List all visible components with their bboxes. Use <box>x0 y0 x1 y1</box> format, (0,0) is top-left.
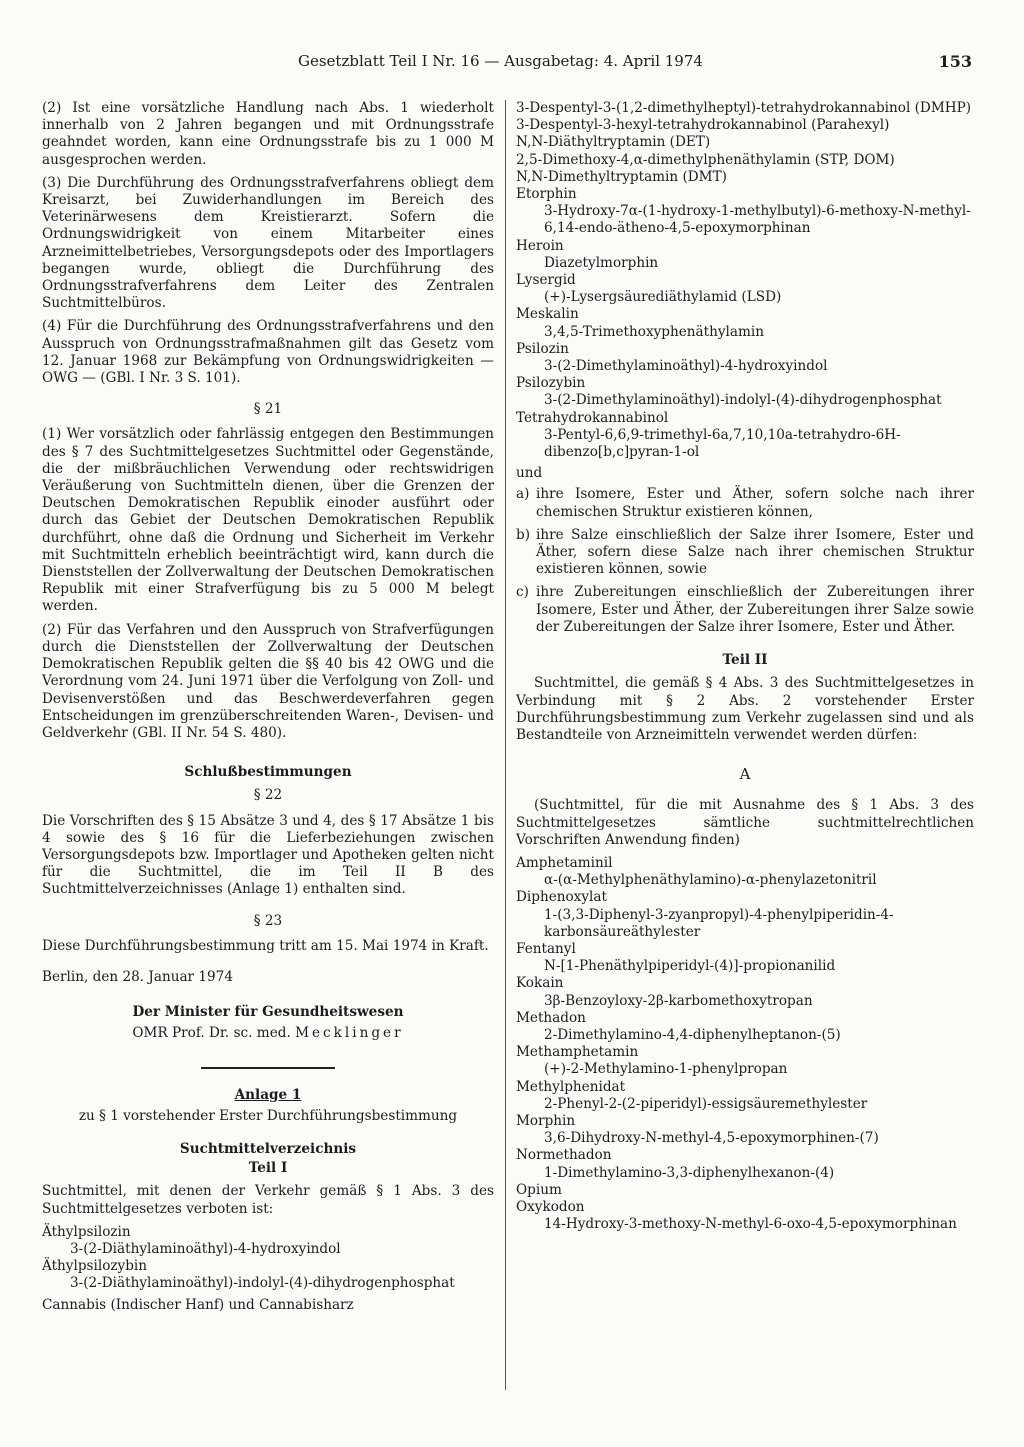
paragraph-23: Diese Durchführungsbestimmung tritt am 15. Mai 1974 in Kraft. <box>42 937 489 954</box>
list-item: Äthylpsilozin 3-(2-Diäthylaminoäthyl)-4-hydroxyindol <box>42 1223 341 1257</box>
part-2-intro: Suchtmittel, die gemäß § 4 Abs. 3 des Suchtmittelgesetzes in Verbindung mit § 2 Abs. 2 vorstehender Erster Durchführungsbestimmung zum Verkehr zugelassen sind und als Bestandteile von Arzneimitteln verwendet werden dürfen: <box>516 675 974 743</box>
list-item: N,N-Diäthyltryptamin (DET) <box>516 134 711 151</box>
section-22-heading: § 22 <box>253 787 283 804</box>
list-item: Meskalin 3,4,5-Trimethoxyphenäthylamin <box>516 306 764 340</box>
gazette-title: Gesetzblatt Teil I Nr. 16 — Ausgabetag: 4. April 1974 <box>298 52 703 70</box>
section-a-note: (Suchtmittel, für die mit Ausnahme des § 1 Abs. 3 des Suchtmittelgesetzes sämtliche suchtmittelrechtlichen Vorschriften Anwendung finden) <box>516 797 974 848</box>
minister-signature <box>42 1025 494 1042</box>
list-item: Morphin 3,6-Dihydroxy-N-methyl-4,5-epoxymorphinen-(7) <box>516 1112 879 1147</box>
list-item: Kokain 3β-Benzoyloxy-2β-karbomethoxytropan <box>516 975 813 1009</box>
section-a-entries <box>516 855 974 1233</box>
list-item: Psilozin 3-(2-Dimethylaminoäthyl)-4-hydroxyindol <box>516 340 828 375</box>
register-title: Suchtmittelverzeichnis <box>179 1140 357 1157</box>
annex-subtitle: zu § 1 vorstehender Erster Durchführungsbestimmung <box>78 1107 458 1124</box>
part-1-heading: Teil I <box>248 1160 288 1177</box>
list-item: Äthylpsilozybin 3-(2-Diäthylaminoäthyl)-indolyl-(4)-dihydrogenphosphat <box>42 1258 455 1292</box>
list-item: b) ihre Salze einschließlich der Salze ihrer Isomere, Ester und Äther, sofern diese Salze nach ihrer chemischen Struktur existieren können, sowie <box>516 526 974 578</box>
list-item: Psilozybin 3-(2-Dimethylaminoäthyl)-indolyl-(4)-dihydrogenphosphat <box>516 375 942 409</box>
paragraph-20-4: (4) Für die Durchführung des Ordnungsstrafverfahrens und den Ausspruch von Ordnungsstrafmaßnahmen gilt das Gesetz vom 12. Januar 1968 zur Bekämpfung von Ordnungswidrigkeiten — OWG — (GBl. I Nr. 3 S. 101). <box>42 318 494 387</box>
section-21-heading: § 21 <box>253 401 283 418</box>
list-item: 2,5-Dimethoxy-4,α-dimethylphenäthylamin (STP, DOM) <box>516 151 895 168</box>
list-item: Etorphin 3-Hydroxy-7α-(1-hydroxy-1-methylbutyl)-6-methoxy-N-methyl-6,14-endo-ätheno-4,5-epoxymorphinan <box>516 186 971 237</box>
list-item: N,N-Dimethyltryptamin (DMT) <box>516 168 727 185</box>
list-item: Amphetaminil α-(α-Methylphenäthylamino)-α-phenylazetonitril <box>516 854 877 889</box>
minister-title: Der Minister für Gesundheitswesen <box>132 1004 404 1021</box>
section-a-heading: A <box>739 765 751 784</box>
part-2-heading: Teil II <box>722 652 768 669</box>
list-item: c) ihre Zubereitungen einschließlich der Zubereitungen ihrer Isomere, Ester und Äther, der Zubereitungen ihrer Salze sowie der Zubereitungen der Salze ihrer Isomere, Ester und Äther. <box>516 584 974 635</box>
paragraph-22: Die Vorschriften des § 15 Absätze 3 und 4, des § 17 Absätze 1 bis 4 sowie des § 16 für die Lieferbeziehungen zwischen Versorgungsdepots bzw. Importlager und Apotheken gelten nicht für die Suchtmittel, die im Teil II B des Suchtmittelverzeichnisses (Anlage 1) enthalten sind. <box>42 812 494 898</box>
list-item: 3-Despentyl-3-hexyl-tetrahydrokannabinol (Parahexyl) <box>516 117 890 134</box>
minister-name: Mecklinger <box>295 1025 404 1042</box>
part-1-entries-continued <box>516 100 974 461</box>
separator-rule <box>201 1067 335 1069</box>
list-item: Tetrahydrokannabinol 3-Pentyl-6,6,9-trimethyl-6a,7,10,10a-tetrahydro-6H-dibenzo[b,c]pyran-1-ol <box>516 409 901 461</box>
list-item: a) ihre Isomere, Ester und Äther, sofern solche nach ihrer chemischen Struktur existieren können, <box>516 486 974 520</box>
conjunction-und: und <box>516 465 543 482</box>
list-item: Normethadon 1-Dimethylamino-3,3-diphenylhexanon-(4) <box>516 1147 835 1181</box>
paragraph-20-3: (3) Die Durchführung des Ordnungsstrafverfahrens obliegt dem Kreisarzt, bei Zuwiderhandlungen im Bereich des Veterinärwesens dem Kreistierarzt. Sofern die Ordnungswidrigkeit von einem Mitarbeiter eines Arzneimittelbetriebes, Versorgungsdepots oder des Importlagers begangen wurde, obliegt die Durchführung des Ordnungsstrafverfahrens dem Leiter des Zentralen Suchtmittelbüros. <box>42 174 494 312</box>
page-header <box>298 52 972 74</box>
list-item: Methylphenidat 2-Phenyl-2-(2-piperidyl)-essigsäuremethylester <box>516 1078 868 1112</box>
list-item: Fentanyl N-[1-Phenäthylpiperidyl-(4)]-propionanilid <box>516 940 836 975</box>
part-1-intro: Suchtmittel, mit denen der Verkehr gemäß § 1 Abs. 3 des Suchtmittelgesetzes verboten ist: <box>42 1183 494 1217</box>
list-item: Diphenoxylat 1-(3,3-Diphenyl-3-zyanpropyl)-4-phenylpiperidin-4-karbonsäureäthylester <box>516 889 894 940</box>
section-23-heading: § 23 <box>253 912 283 929</box>
date-line: Berlin, den 28. Januar 1974 <box>42 968 233 985</box>
page-number: 153 <box>938 52 972 71</box>
list-item: 3-Despentyl-3-(1,2-dimethylheptyl)-tetrahydrokannabinol (DMHP) <box>516 100 972 116</box>
paragraph-21-1: (1) Wer vorsätzlich oder fahrlässig entgegen den Bestimmungen des § 7 des Suchtmittelgesetzes Suchtmittel oder Gegenstände, die der mißbräuchlichen Verwendung oder rechtswidrigen Veräußerung von Suchtmitteln dienen, über die Grenzen der Deutschen Demokratischen Republik einoder ausführt oder durch das Gebiet der Deutschen Demokratischen Republik durchführt, ohne daß die Ordnung und Sicherheit im Verkehr mit Suchtmitteln erheblich beeinträchtigt wird, kann durch die Dienststellen der Zollverwaltung der Deutschen Demokratischen Republik mit einer Strafverfügung bis zu 5 000 M belegt werden. <box>42 426 494 615</box>
minister-prefix: OMR Prof. Dr. sc. med. <box>132 1025 291 1042</box>
final-provisions-heading: Schlußbestimmungen <box>184 764 352 781</box>
list-item: Oxykodon 14-Hydroxy-3-methoxy-N-methyl-6-oxo-4,5-epoxymorphinan <box>516 1198 957 1233</box>
list-item: Methamphetamin (+)-2-Methylamino-1-phenylpropan <box>516 1044 788 1078</box>
column-divider <box>505 100 506 1390</box>
annex-title: Anlage 1 <box>234 1086 302 1103</box>
derivatives-list <box>516 486 974 636</box>
right-column <box>516 100 974 1233</box>
paragraph-20-2: (2) Ist eine vorsätzliche Handlung nach Abs. 1 wiederholt innerhalb von 2 Jahren begangen und mit Ordnungsstrafe geahndet worden, kann eine Ordnungsstrafe bis zu 1 000 M ausgesprochen werden. <box>42 100 494 168</box>
list-item: Cannabis (Indischer Hanf) und Cannabisharz <box>42 1296 354 1313</box>
left-column <box>42 100 494 1314</box>
list-item: Opium <box>516 1181 562 1198</box>
list-item: Methadon 2-Dimethylamino-4,4-diphenylheptanon-(5) <box>516 1009 841 1043</box>
list-item: Lysergid (+)-Lysergsäurediäthylamid (LSD) <box>516 272 782 306</box>
list-item: Heroin Diazetylmorphin <box>516 237 659 271</box>
part-1-entries <box>42 1224 494 1314</box>
paragraph-21-2: (2) Für das Verfahren und den Ausspruch von Strafverfügungen durch die Dienststellen der Zollverwaltung der Deutschen Demokratischen Republik gelten die §§ 40 bis 42 OWG und die Verordnung vom 24. Juni 1971 über die Verfolgung von Zoll- und Devisenverstößen und das Beschwerdeverfahren gegen Entscheidungen im grenzüberschreitenden Waren-, Devisen- und Geldverkehr (GBl. II Nr. 54 S. 480). <box>42 621 494 741</box>
